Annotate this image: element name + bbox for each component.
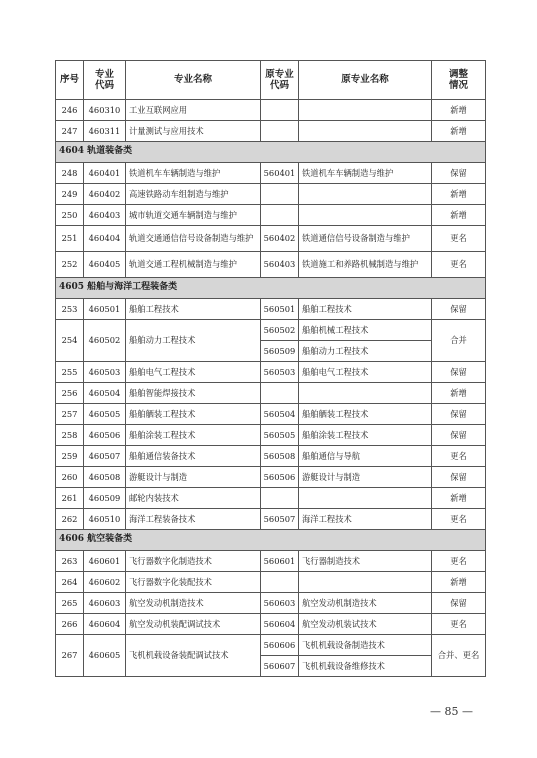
section-label: 4605 船舶与海洋工程装备类	[56, 278, 486, 299]
cell-old-code: 560506	[261, 467, 299, 488]
cell-old-name: 航空发动机装试技术	[299, 614, 432, 635]
cell-code: 460504	[84, 383, 126, 404]
cell-name: 海洋工程装备技术	[126, 509, 261, 530]
cell-no: 260	[56, 467, 84, 488]
cell-old-name: 海洋工程技术	[299, 509, 432, 530]
cell-code: 460602	[84, 572, 126, 593]
cell-code: 460505	[84, 404, 126, 425]
cell-old-code: 560503	[261, 362, 299, 383]
cell-no: 257	[56, 404, 84, 425]
cell-no: 261	[56, 488, 84, 509]
cell-name: 船舶动力工程技术	[126, 320, 261, 362]
cell-old-name	[299, 184, 432, 205]
cell-name: 游艇设计与制造	[126, 467, 261, 488]
header-status: 调整 情况	[432, 61, 486, 100]
cell-status: 新增	[432, 572, 486, 593]
cell-old-code	[261, 100, 299, 121]
cell-code: 460507	[84, 446, 126, 467]
cell-old-code: 560604	[261, 614, 299, 635]
cell-old-name: 船舶工程技术	[299, 299, 432, 320]
section-row	[56, 278, 486, 299]
cell-old-code: 560505	[261, 425, 299, 446]
cell-name: 船舶涂装工程技术	[126, 425, 261, 446]
table-row	[56, 362, 486, 383]
cell-old-name: 船舶动力工程技术	[299, 341, 432, 362]
cell-name: 城市轨道交通车辆制造与维护	[126, 205, 261, 226]
cell-name: 航空发动机装配调试技术	[126, 614, 261, 635]
section-label: 4604 轨道装备类	[56, 142, 486, 163]
cell-name: 船舶舾装工程技术	[126, 404, 261, 425]
cell-no: 264	[56, 572, 84, 593]
cell-status: 新增	[432, 121, 486, 142]
cell-name: 船舶智能焊接技术	[126, 383, 261, 404]
table-row	[56, 100, 486, 121]
cell-name: 轨道交通通信信号设备制造与维护	[126, 226, 261, 252]
cell-code: 460508	[84, 467, 126, 488]
cell-old-code: 560508	[261, 446, 299, 467]
cell-code: 460601	[84, 551, 126, 572]
cell-status: 合并	[432, 320, 486, 362]
table-row	[56, 163, 486, 184]
cell-old-name	[299, 121, 432, 142]
cell-old-name	[299, 572, 432, 593]
page-number: — 85 —	[430, 705, 473, 718]
cell-code: 460404	[84, 226, 126, 252]
cell-no: 249	[56, 184, 84, 205]
cell-old-name: 飞机机载设备制造技术	[299, 635, 432, 656]
cell-status: 新增	[432, 205, 486, 226]
cell-no: 254	[56, 320, 84, 362]
cell-old-name: 游艇设计与制造	[299, 467, 432, 488]
cell-old-code: 560607	[261, 656, 299, 677]
cell-old-code: 560601	[261, 551, 299, 572]
table-row	[56, 446, 486, 467]
cell-old-code: 560603	[261, 593, 299, 614]
cell-status: 保留	[432, 299, 486, 320]
cell-status: 保留	[432, 467, 486, 488]
cell-status: 保留	[432, 593, 486, 614]
cell-code: 460403	[84, 205, 126, 226]
cell-old-name	[299, 383, 432, 404]
table-row	[56, 226, 486, 252]
cell-no: 255	[56, 362, 84, 383]
cell-old-code: 560606	[261, 635, 299, 656]
cell-code: 460311	[84, 121, 126, 142]
cell-name: 工业互联网应用	[126, 100, 261, 121]
cell-old-name: 船舶涂装工程技术	[299, 425, 432, 446]
cell-no: 262	[56, 509, 84, 530]
cell-no: 266	[56, 614, 84, 635]
cell-no: 265	[56, 593, 84, 614]
cell-status: 更名	[432, 252, 486, 278]
cell-old-code	[261, 121, 299, 142]
cell-name: 船舶电气工程技术	[126, 362, 261, 383]
cell-old-code	[261, 184, 299, 205]
cell-status: 保留	[432, 163, 486, 184]
cell-name: 轨道交通工程机械制造与维护	[126, 252, 261, 278]
table-header-row	[56, 61, 486, 100]
cell-old-code: 560401	[261, 163, 299, 184]
cell-status: 新增	[432, 184, 486, 205]
cell-status: 更名	[432, 509, 486, 530]
cell-no: 251	[56, 226, 84, 252]
table-row	[56, 205, 486, 226]
cell-old-name: 航空发动机制造技术	[299, 593, 432, 614]
cell-no: 267	[56, 635, 84, 677]
table-row	[56, 551, 486, 572]
table-row	[56, 299, 486, 320]
cell-old-code: 560501	[261, 299, 299, 320]
cell-old-name: 船舶舾装工程技术	[299, 404, 432, 425]
cell-code: 460509	[84, 488, 126, 509]
cell-old-name: 铁道机车车辆制造与维护	[299, 163, 432, 184]
cell-no: 246	[56, 100, 84, 121]
cell-code: 460502	[84, 320, 126, 362]
table-row	[56, 184, 486, 205]
cell-old-name: 铁道施工和养路机械制造与维护	[299, 252, 432, 278]
cell-old-code	[261, 488, 299, 509]
cell-status: 更名	[432, 551, 486, 572]
cell-no: 256	[56, 383, 84, 404]
cell-status: 新增	[432, 383, 486, 404]
cell-old-code: 560502	[261, 320, 299, 341]
cell-code: 460603	[84, 593, 126, 614]
major-catalog-table	[55, 60, 486, 677]
cell-code: 460405	[84, 252, 126, 278]
cell-old-code: 560402	[261, 226, 299, 252]
table-body	[56, 100, 486, 677]
cell-old-code: 560507	[261, 509, 299, 530]
cell-old-name: 飞行器制造技术	[299, 551, 432, 572]
cell-no: 252	[56, 252, 84, 278]
table-row	[56, 467, 486, 488]
table-row	[56, 572, 486, 593]
cell-no: 250	[56, 205, 84, 226]
cell-no: 253	[56, 299, 84, 320]
cell-status: 更名	[432, 614, 486, 635]
cell-no: 248	[56, 163, 84, 184]
section-label: 4606 航空装备类	[56, 530, 486, 551]
cell-old-name: 飞机机载设备维修技术	[299, 656, 432, 677]
table-row	[56, 404, 486, 425]
table-row	[56, 593, 486, 614]
table-row	[56, 252, 486, 278]
cell-name: 飞行器数字化装配技术	[126, 572, 261, 593]
table-row	[56, 320, 486, 341]
cell-old-code	[261, 205, 299, 226]
cell-code: 460401	[84, 163, 126, 184]
cell-old-code	[261, 383, 299, 404]
cell-status: 更名	[432, 226, 486, 252]
header-old-name: 原专业名称	[299, 61, 432, 100]
cell-status: 保留	[432, 404, 486, 425]
cell-old-name: 船舶通信与导航	[299, 446, 432, 467]
cell-status: 合并、更名	[432, 635, 486, 677]
cell-no: 259	[56, 446, 84, 467]
cell-code: 460605	[84, 635, 126, 677]
cell-name: 高速铁路动车组制造与维护	[126, 184, 261, 205]
cell-name: 船舶通信装备技术	[126, 446, 261, 467]
table-row	[56, 383, 486, 404]
cell-code: 460501	[84, 299, 126, 320]
cell-old-name	[299, 205, 432, 226]
cell-status: 新增	[432, 100, 486, 121]
cell-status: 保留	[432, 425, 486, 446]
cell-code: 460503	[84, 362, 126, 383]
table-row	[56, 488, 486, 509]
cell-name: 船舶工程技术	[126, 299, 261, 320]
cell-old-name: 铁道通信信号设备制造与维护	[299, 226, 432, 252]
header-old-code: 原专业 代码	[261, 61, 299, 100]
cell-name: 铁道机车车辆制造与维护	[126, 163, 261, 184]
header-no: 序号	[56, 61, 84, 100]
header-code: 专业 代码	[84, 61, 126, 100]
cell-no: 258	[56, 425, 84, 446]
cell-name: 航空发动机制造技术	[126, 593, 261, 614]
cell-old-name	[299, 100, 432, 121]
cell-status: 更名	[432, 446, 486, 467]
table-row	[56, 635, 486, 656]
table-row	[56, 614, 486, 635]
table-row	[56, 509, 486, 530]
cell-old-code	[261, 572, 299, 593]
cell-name: 计量测试与应用技术	[126, 121, 261, 142]
cell-code: 460310	[84, 100, 126, 121]
cell-code: 460510	[84, 509, 126, 530]
cell-old-name: 船舶电气工程技术	[299, 362, 432, 383]
cell-status: 新增	[432, 488, 486, 509]
table-row	[56, 425, 486, 446]
cell-old-code: 560403	[261, 252, 299, 278]
cell-old-code: 560504	[261, 404, 299, 425]
cell-old-name	[299, 488, 432, 509]
table-row	[56, 121, 486, 142]
cell-code: 460506	[84, 425, 126, 446]
section-row	[56, 142, 486, 163]
cell-no: 247	[56, 121, 84, 142]
cell-name: 飞行器数字化制造技术	[126, 551, 261, 572]
cell-no: 263	[56, 551, 84, 572]
header-name: 专业名称	[126, 61, 261, 100]
section-row	[56, 530, 486, 551]
cell-status: 保留	[432, 362, 486, 383]
cell-name: 飞机机载设备装配调试技术	[126, 635, 261, 677]
cell-name: 邮轮内装技术	[126, 488, 261, 509]
cell-code: 460604	[84, 614, 126, 635]
cell-old-code: 560509	[261, 341, 299, 362]
cell-code: 460402	[84, 184, 126, 205]
cell-old-name: 船舶机械工程技术	[299, 320, 432, 341]
